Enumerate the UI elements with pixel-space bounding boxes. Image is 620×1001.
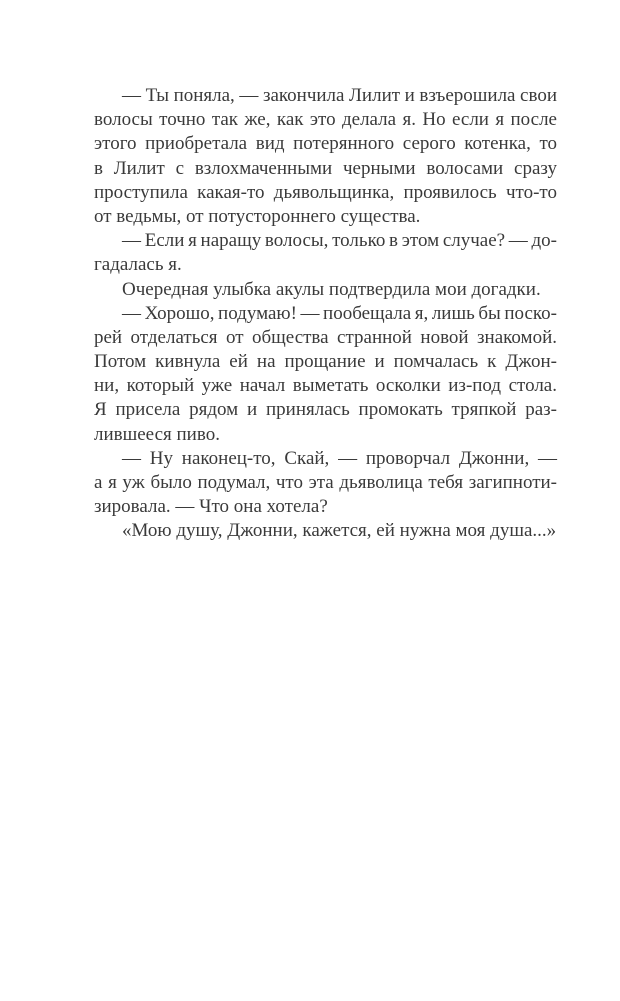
text-line: в Лилит с взлохмаченными черными волосами сразу — [94, 157, 557, 179]
text-line: а я уж было подумал, что эта дьяволица тебя загипноти- — [94, 472, 557, 493]
text-line: волосы точно так же, как это делала я. Но если я после — [94, 109, 557, 131]
text-line: от ведьмы, от потустороннего существа. — [94, 205, 421, 227]
text-line: этого приобретала вид потерянного серого котенка, то — [94, 133, 557, 155]
text-line: лившееся пиво. — [94, 423, 220, 445]
text-line: Потом кивнула ей на прощание и помчалась к Джон- — [94, 351, 557, 373]
text-line: проступила какая-то дьявольщинка, проявилось что-то — [94, 181, 557, 203]
text-line: рей отделаться от общества странной новой знакомой. — [94, 326, 557, 348]
text-line: «Мою душу, Джонни, кажется, ей нужна моя душа...» — [122, 520, 557, 542]
text-line: гадалась я. — [94, 254, 182, 276]
text-line: ни, который уже начал выметать осколки из-под стола. — [94, 375, 557, 397]
text-line: Очередная улыбка акулы подтвердила мои догадки. — [122, 278, 541, 300]
text-line: — Ну наконец-то, Скай, — проворчал Джонни, — — [122, 447, 557, 469]
text-line: — Ты поняла, — закончила Лилит и взъерошила свои — [122, 85, 557, 106]
book-page-text — [94, 84, 557, 544]
text-line: — Если я наращу волосы, только в этом случае? — до- — [122, 230, 557, 252]
text-line: зировала. — Что она хотела? — [94, 496, 328, 518]
text-line: Я присела рядом и принялась промокать тряпкой раз- — [94, 399, 557, 421]
text-line: — Хорошо, подумаю! — пообещала я, лишь бы поско- — [122, 302, 557, 324]
